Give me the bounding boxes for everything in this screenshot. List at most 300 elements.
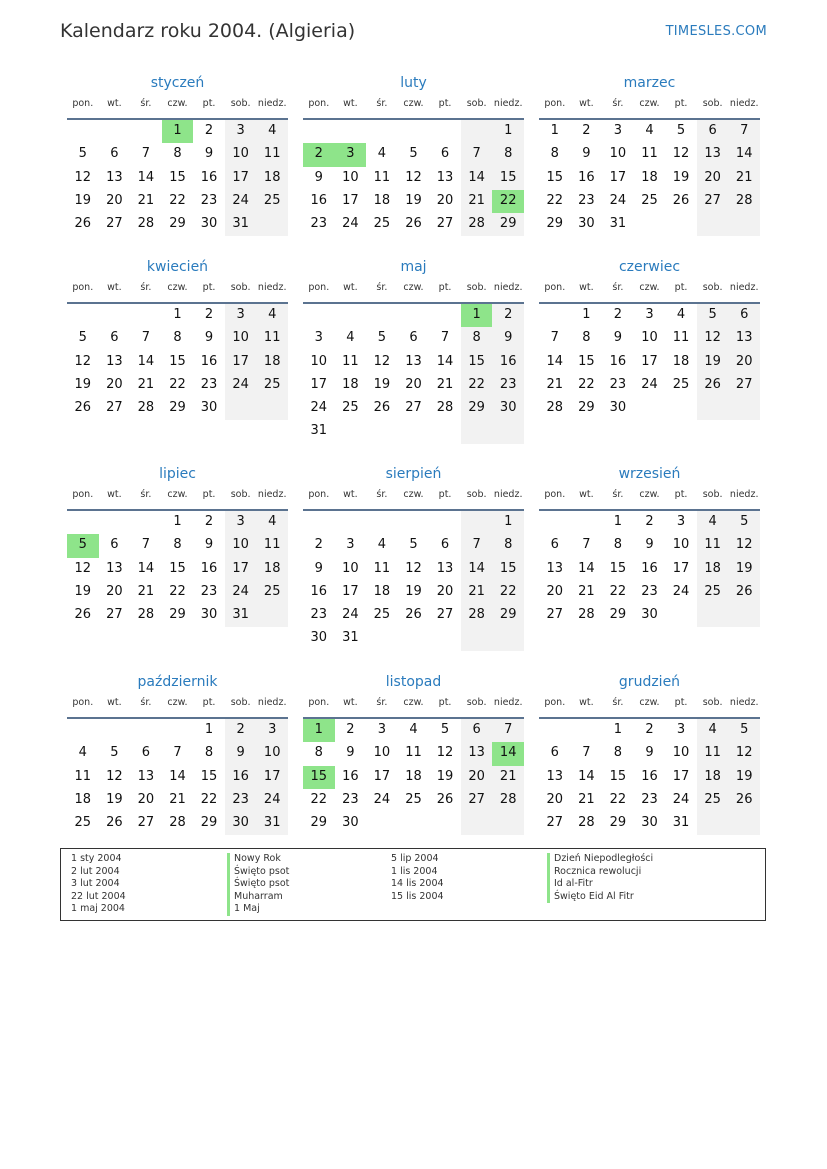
day-cell[interactable]: 10	[672, 745, 690, 761]
day-cell[interactable]: 16	[310, 583, 328, 599]
day-cell[interactable]: 8	[582, 330, 591, 346]
day-cell[interactable]: 13	[137, 768, 155, 784]
day-cell[interactable]: 7	[582, 537, 591, 553]
day-cell[interactable]: 2	[492, 304, 524, 327]
day-cell[interactable]: 10	[609, 146, 627, 162]
day-cell[interactable]: 29	[609, 607, 627, 623]
day-cell[interactable]: 14	[492, 742, 524, 765]
day-cell[interactable]: 24	[225, 190, 257, 213]
day-cell[interactable]: 9	[645, 537, 654, 553]
day-cell[interactable]: 10	[342, 560, 359, 576]
day-cell[interactable]: 11	[697, 534, 729, 557]
day-cell[interactable]: 31	[256, 812, 288, 835]
day-cell[interactable]: 28	[137, 400, 155, 416]
day-cell[interactable]: 6	[440, 537, 450, 553]
day-cell[interactable]: 6	[697, 120, 729, 143]
day-cell[interactable]: 24	[609, 192, 627, 208]
day-cell[interactable]: 13	[436, 169, 454, 185]
day-cell[interactable]: 2	[303, 143, 335, 166]
day-cell[interactable]: 22	[492, 190, 524, 213]
day-cell[interactable]: 30	[578, 216, 595, 232]
day-cell[interactable]: 1	[461, 304, 493, 327]
day-cell[interactable]: 5	[676, 123, 686, 138]
day-cell[interactable]: 1	[492, 120, 524, 143]
day-cell[interactable]: 3	[335, 143, 367, 166]
day-cell[interactable]: 4	[697, 719, 729, 742]
day-cell[interactable]: 30	[200, 607, 218, 623]
day-cell[interactable]: 13	[697, 143, 729, 166]
day-cell[interactable]: 28	[578, 815, 595, 831]
day-cell[interactable]: 21	[578, 583, 595, 599]
day-cell[interactable]: 26	[697, 374, 729, 397]
day-cell[interactable]: 12	[74, 353, 92, 369]
day-cell[interactable]: 18	[672, 353, 690, 369]
day-cell[interactable]: 17	[310, 376, 328, 392]
day-cell[interactable]: 19	[74, 376, 92, 392]
day-cell[interactable]: 28	[492, 789, 524, 812]
day-cell[interactable]: 15	[492, 558, 524, 581]
day-cell[interactable]: 5	[440, 722, 450, 737]
day-cell[interactable]: 30	[310, 630, 328, 646]
day-cell[interactable]: 1	[613, 514, 623, 529]
day-cell[interactable]: 16	[641, 768, 658, 784]
day-cell[interactable]: 11	[641, 146, 658, 162]
day-cell[interactable]: 29	[461, 397, 493, 420]
day-cell[interactable]: 25	[641, 192, 658, 208]
day-cell[interactable]: 6	[550, 537, 559, 553]
day-cell[interactable]: 18	[373, 192, 391, 208]
day-cell[interactable]: 22	[169, 192, 186, 208]
day-cell[interactable]: 2	[314, 537, 323, 553]
day-cell[interactable]: 26	[728, 581, 760, 604]
day-cell[interactable]: 19	[672, 169, 690, 185]
day-cell[interactable]: 27	[728, 374, 760, 397]
day-cell[interactable]: 9	[225, 742, 257, 765]
day-cell[interactable]: 3	[225, 304, 257, 327]
day-cell[interactable]: 3	[645, 307, 654, 322]
day-cell[interactable]: 14	[137, 169, 155, 185]
day-cell[interactable]: 16	[200, 560, 218, 576]
day-cell[interactable]: 12	[74, 169, 92, 185]
day-cell[interactable]: 20	[106, 192, 123, 208]
day-cell[interactable]: 28	[169, 815, 186, 831]
day-cell[interactable]: 9	[204, 330, 214, 346]
day-cell[interactable]: 31	[342, 630, 359, 646]
day-cell[interactable]: 7	[492, 719, 524, 742]
day-cell[interactable]: 27	[546, 607, 564, 623]
day-cell[interactable]: 8	[613, 745, 623, 761]
day-cell[interactable]: 11	[672, 330, 690, 346]
day-cell[interactable]: 16	[609, 353, 627, 369]
day-cell[interactable]: 29	[609, 815, 627, 831]
day-cell[interactable]: 10	[373, 745, 391, 761]
day-cell[interactable]: 25	[74, 815, 92, 831]
day-cell[interactable]: 29	[546, 216, 564, 232]
day-cell[interactable]: 13	[106, 353, 123, 369]
day-cell[interactable]: 30	[200, 216, 218, 232]
day-cell[interactable]: 9	[314, 169, 323, 185]
day-cell[interactable]: 3	[676, 514, 686, 529]
day-cell[interactable]: 10	[342, 169, 359, 185]
day-cell[interactable]: 24	[310, 400, 328, 416]
day-cell[interactable]: 22	[609, 583, 627, 599]
day-cell[interactable]: 27	[405, 400, 422, 416]
day-cell[interactable]: 19	[405, 583, 422, 599]
day-cell[interactable]: 16	[225, 766, 257, 789]
day-cell[interactable]: 23	[578, 192, 595, 208]
day-cell[interactable]: 16	[342, 768, 359, 784]
day-cell[interactable]: 30	[641, 815, 658, 831]
day-cell[interactable]: 26	[373, 400, 391, 416]
day-cell[interactable]: 6	[409, 330, 418, 346]
day-cell[interactable]: 6	[110, 330, 119, 346]
day-cell[interactable]: 7	[141, 330, 151, 346]
day-cell[interactable]: 21	[546, 376, 564, 392]
day-cell[interactable]: 18	[256, 351, 288, 374]
day-cell[interactable]: 4	[256, 304, 288, 327]
day-cell[interactable]: 25	[697, 789, 729, 812]
brand-logo[interactable]: TIMESLES.COM	[665, 24, 767, 39]
day-cell[interactable]: 4	[256, 120, 288, 143]
day-cell[interactable]: 6	[728, 304, 760, 327]
day-cell[interactable]: 26	[74, 400, 92, 416]
day-cell[interactable]: 15	[169, 560, 186, 576]
day-cell[interactable]: 9	[582, 146, 591, 162]
day-cell[interactable]: 20	[106, 583, 123, 599]
day-cell[interactable]: 10	[225, 327, 257, 350]
day-cell[interactable]: 23	[310, 216, 328, 232]
day-cell[interactable]: 19	[74, 583, 92, 599]
day-cell[interactable]: 28	[436, 400, 454, 416]
day-cell[interactable]: 25	[256, 190, 288, 213]
day-cell[interactable]: 5	[409, 146, 418, 162]
day-cell[interactable]: 1	[613, 722, 623, 737]
day-cell[interactable]: 10	[310, 353, 328, 369]
day-cell[interactable]: 19	[106, 791, 123, 807]
day-cell[interactable]: 20	[546, 791, 564, 807]
day-cell[interactable]: 30	[225, 812, 257, 835]
day-cell[interactable]: 24	[225, 374, 257, 397]
day-cell[interactable]: 11	[373, 169, 391, 185]
day-cell[interactable]: 5	[728, 719, 760, 742]
day-cell[interactable]: 25	[672, 376, 690, 392]
day-cell[interactable]: 4	[78, 745, 87, 761]
day-cell[interactable]: 16	[578, 169, 595, 185]
day-cell[interactable]: 19	[74, 192, 92, 208]
day-cell[interactable]: 9	[204, 146, 214, 162]
day-cell[interactable]: 26	[405, 216, 422, 232]
day-cell[interactable]: 8	[314, 745, 323, 761]
day-cell[interactable]: 17	[609, 169, 627, 185]
day-cell[interactable]: 18	[697, 558, 729, 581]
day-cell[interactable]: 6	[440, 146, 450, 162]
day-cell[interactable]: 22	[461, 374, 493, 397]
day-cell[interactable]: 28	[137, 607, 155, 623]
day-cell[interactable]: 18	[74, 791, 92, 807]
day-cell[interactable]: 3	[377, 722, 387, 737]
day-cell[interactable]: 14	[578, 560, 595, 576]
day-cell[interactable]: 18	[373, 583, 391, 599]
day-cell[interactable]: 7	[550, 330, 559, 346]
day-cell[interactable]: 12	[697, 327, 729, 350]
day-cell[interactable]: 29	[492, 213, 524, 236]
day-cell[interactable]: 10	[256, 742, 288, 765]
day-cell[interactable]: 5	[697, 304, 729, 327]
day-cell[interactable]: 21	[492, 766, 524, 789]
day-cell[interactable]: 25	[256, 581, 288, 604]
day-cell[interactable]: 23	[641, 583, 658, 599]
day-cell[interactable]: 11	[256, 143, 288, 166]
day-cell[interactable]: 15	[492, 167, 524, 190]
day-cell[interactable]: 2	[582, 123, 591, 138]
day-cell[interactable]: 28	[461, 604, 493, 627]
day-cell[interactable]: 23	[641, 791, 658, 807]
day-cell[interactable]: 17	[373, 768, 391, 784]
day-cell[interactable]: 8	[173, 146, 182, 162]
day-cell[interactable]: 20	[461, 766, 493, 789]
day-cell[interactable]: 15	[461, 351, 493, 374]
day-cell[interactable]: 15	[169, 169, 186, 185]
day-cell[interactable]: 23	[342, 791, 359, 807]
day-cell[interactable]: 7	[173, 745, 182, 761]
day-cell[interactable]: 16	[200, 169, 218, 185]
day-cell[interactable]: 13	[106, 169, 123, 185]
day-cell[interactable]: 2	[225, 719, 257, 742]
day-cell[interactable]: 5	[728, 511, 760, 534]
day-cell[interactable]: 13	[461, 742, 493, 765]
day-cell[interactable]: 26	[405, 607, 422, 623]
day-cell[interactable]: 10	[641, 330, 658, 346]
day-cell[interactable]: 25	[256, 374, 288, 397]
day-cell[interactable]: 8	[461, 327, 493, 350]
day-cell[interactable]: 27	[436, 607, 454, 623]
day-cell[interactable]: 18	[697, 766, 729, 789]
day-cell[interactable]: 21	[578, 791, 595, 807]
day-cell[interactable]: 8	[173, 537, 182, 553]
day-cell[interactable]: 30	[641, 607, 658, 623]
day-cell[interactable]: 22	[546, 192, 564, 208]
day-cell[interactable]: 22	[200, 791, 218, 807]
day-cell[interactable]: 7	[141, 537, 151, 553]
day-cell[interactable]: 1	[162, 120, 194, 143]
day-cell[interactable]: 14	[169, 768, 186, 784]
day-cell[interactable]: 15	[609, 768, 627, 784]
day-cell[interactable]: 22	[492, 581, 524, 604]
day-cell[interactable]: 9	[613, 330, 623, 346]
day-cell[interactable]: 16	[641, 560, 658, 576]
day-cell[interactable]: 16	[200, 353, 218, 369]
day-cell[interactable]: 14	[461, 167, 493, 190]
day-cell[interactable]: 21	[137, 376, 155, 392]
day-cell[interactable]: 20	[728, 351, 760, 374]
day-cell[interactable]: 12	[728, 742, 760, 765]
day-cell[interactable]: 14	[137, 353, 155, 369]
day-cell[interactable]: 29	[492, 604, 524, 627]
day-cell[interactable]: 9	[314, 560, 323, 576]
day-cell[interactable]: 23	[310, 607, 328, 623]
day-cell[interactable]: 21	[169, 791, 186, 807]
day-cell[interactable]: 30	[492, 397, 524, 420]
day-cell[interactable]: 23	[200, 583, 218, 599]
day-cell[interactable]: 25	[373, 607, 391, 623]
day-cell[interactable]: 7	[582, 745, 591, 761]
day-cell[interactable]: 23	[225, 789, 257, 812]
day-cell[interactable]: 22	[609, 791, 627, 807]
day-cell[interactable]: 5	[67, 534, 99, 557]
day-cell[interactable]: 18	[256, 558, 288, 581]
day-cell[interactable]: 16	[310, 192, 328, 208]
day-cell[interactable]: 25	[342, 400, 359, 416]
day-cell[interactable]: 28	[461, 213, 493, 236]
day-cell[interactable]: 10	[225, 143, 257, 166]
day-cell[interactable]: 17	[672, 560, 690, 576]
day-cell[interactable]: 24	[373, 791, 391, 807]
day-cell[interactable]: 27	[436, 216, 454, 232]
day-cell[interactable]: 31	[310, 423, 328, 439]
day-cell[interactable]: 26	[672, 192, 690, 208]
day-cell[interactable]: 30	[609, 400, 627, 416]
day-cell[interactable]: 19	[436, 768, 454, 784]
day-cell[interactable]: 24	[342, 216, 359, 232]
day-cell[interactable]: 28	[578, 607, 595, 623]
day-cell[interactable]: 31	[225, 213, 257, 236]
day-cell[interactable]: 22	[310, 791, 328, 807]
day-cell[interactable]: 26	[74, 607, 92, 623]
day-cell[interactable]: 26	[728, 789, 760, 812]
day-cell[interactable]: 12	[436, 745, 454, 761]
day-cell[interactable]: 14	[728, 143, 760, 166]
day-cell[interactable]: 15	[578, 353, 595, 369]
day-cell[interactable]: 29	[169, 607, 186, 623]
day-cell[interactable]: 17	[672, 768, 690, 784]
day-cell[interactable]: 26	[74, 216, 92, 232]
day-cell[interactable]: 29	[578, 400, 595, 416]
day-cell[interactable]: 12	[672, 146, 690, 162]
day-cell[interactable]: 23	[609, 376, 627, 392]
day-cell[interactable]: 12	[405, 169, 422, 185]
day-cell[interactable]: 11	[342, 353, 359, 369]
day-cell[interactable]: 30	[200, 400, 218, 416]
day-cell[interactable]: 5	[78, 146, 87, 162]
day-cell[interactable]: 6	[550, 745, 559, 761]
day-cell[interactable]: 17	[225, 167, 257, 190]
day-cell[interactable]: 24	[672, 583, 690, 599]
day-cell[interactable]: 12	[728, 534, 760, 557]
day-cell[interactable]: 18	[256, 167, 288, 190]
day-cell[interactable]: 11	[256, 327, 288, 350]
day-cell[interactable]: 3	[613, 123, 623, 138]
day-cell[interactable]: 21	[461, 581, 493, 604]
day-cell[interactable]: 1	[303, 719, 335, 742]
day-cell[interactable]: 6	[110, 146, 119, 162]
day-cell[interactable]: 14	[436, 353, 454, 369]
day-cell[interactable]: 12	[74, 560, 92, 576]
day-cell[interactable]: 1	[173, 514, 182, 529]
day-cell[interactable]: 15	[303, 766, 335, 789]
day-cell[interactable]: 22	[169, 583, 186, 599]
day-cell[interactable]: 3	[676, 722, 686, 737]
day-cell[interactable]: 10	[672, 537, 690, 553]
day-cell[interactable]: 25	[373, 216, 391, 232]
day-cell[interactable]: 12	[373, 353, 391, 369]
day-cell[interactable]: 9	[346, 745, 355, 761]
day-cell[interactable]: 6	[141, 745, 151, 761]
day-cell[interactable]: 17	[641, 353, 658, 369]
day-cell[interactable]: 13	[546, 560, 564, 576]
day-cell[interactable]: 2	[204, 514, 214, 529]
day-cell[interactable]: 9	[204, 537, 214, 553]
day-cell[interactable]: 13	[546, 768, 564, 784]
day-cell[interactable]: 20	[546, 583, 564, 599]
day-cell[interactable]: 12	[106, 768, 123, 784]
day-cell[interactable]: 28	[546, 400, 564, 416]
day-cell[interactable]: 17	[342, 583, 359, 599]
day-cell[interactable]: 28	[728, 190, 760, 213]
day-cell[interactable]: 13	[106, 560, 123, 576]
day-cell[interactable]: 11	[405, 745, 422, 761]
day-cell[interactable]: 7	[461, 143, 493, 166]
day-cell[interactable]: 27	[546, 815, 564, 831]
day-cell[interactable]: 2	[645, 722, 654, 737]
day-cell[interactable]: 21	[461, 190, 493, 213]
day-cell[interactable]: 7	[141, 146, 151, 162]
day-cell[interactable]: 7	[728, 120, 760, 143]
day-cell[interactable]: 27	[106, 216, 123, 232]
day-cell[interactable]: 8	[613, 537, 623, 553]
day-cell[interactable]: 4	[377, 537, 387, 553]
day-cell[interactable]: 11	[373, 560, 391, 576]
day-cell[interactable]: 18	[342, 376, 359, 392]
day-cell[interactable]: 21	[137, 192, 155, 208]
day-cell[interactable]: 20	[697, 167, 729, 190]
day-cell[interactable]: 17	[225, 351, 257, 374]
day-cell[interactable]: 3	[225, 511, 257, 534]
day-cell[interactable]: 1	[492, 511, 524, 534]
day-cell[interactable]: 10	[225, 534, 257, 557]
day-cell[interactable]: 3	[256, 719, 288, 742]
day-cell[interactable]: 21	[728, 167, 760, 190]
day-cell[interactable]: 4	[256, 511, 288, 534]
day-cell[interactable]: 17	[256, 766, 288, 789]
day-cell[interactable]: 28	[137, 216, 155, 232]
day-cell[interactable]: 29	[310, 815, 328, 831]
day-cell[interactable]: 7	[440, 330, 450, 346]
day-cell[interactable]: 23	[492, 374, 524, 397]
day-cell[interactable]: 26	[436, 791, 454, 807]
day-cell[interactable]: 14	[546, 353, 564, 369]
day-cell[interactable]: 3	[225, 120, 257, 143]
day-cell[interactable]: 20	[436, 583, 454, 599]
day-cell[interactable]: 8	[492, 534, 524, 557]
day-cell[interactable]: 18	[405, 768, 422, 784]
day-cell[interactable]: 20	[106, 376, 123, 392]
day-cell[interactable]: 16	[492, 351, 524, 374]
day-cell[interactable]: 31	[672, 815, 690, 831]
day-cell[interactable]: 4	[697, 511, 729, 534]
day-cell[interactable]: 29	[200, 815, 218, 831]
day-cell[interactable]: 12	[405, 560, 422, 576]
day-cell[interactable]: 14	[461, 558, 493, 581]
day-cell[interactable]: 30	[342, 815, 359, 831]
day-cell[interactable]: 25	[697, 581, 729, 604]
day-cell[interactable]: 24	[672, 791, 690, 807]
day-cell[interactable]: 13	[405, 353, 422, 369]
day-cell[interactable]: 25	[405, 791, 422, 807]
day-cell[interactable]: 22	[169, 376, 186, 392]
day-cell[interactable]: 17	[342, 192, 359, 208]
day-cell[interactable]: 27	[137, 815, 155, 831]
day-cell[interactable]: 5	[377, 330, 387, 346]
